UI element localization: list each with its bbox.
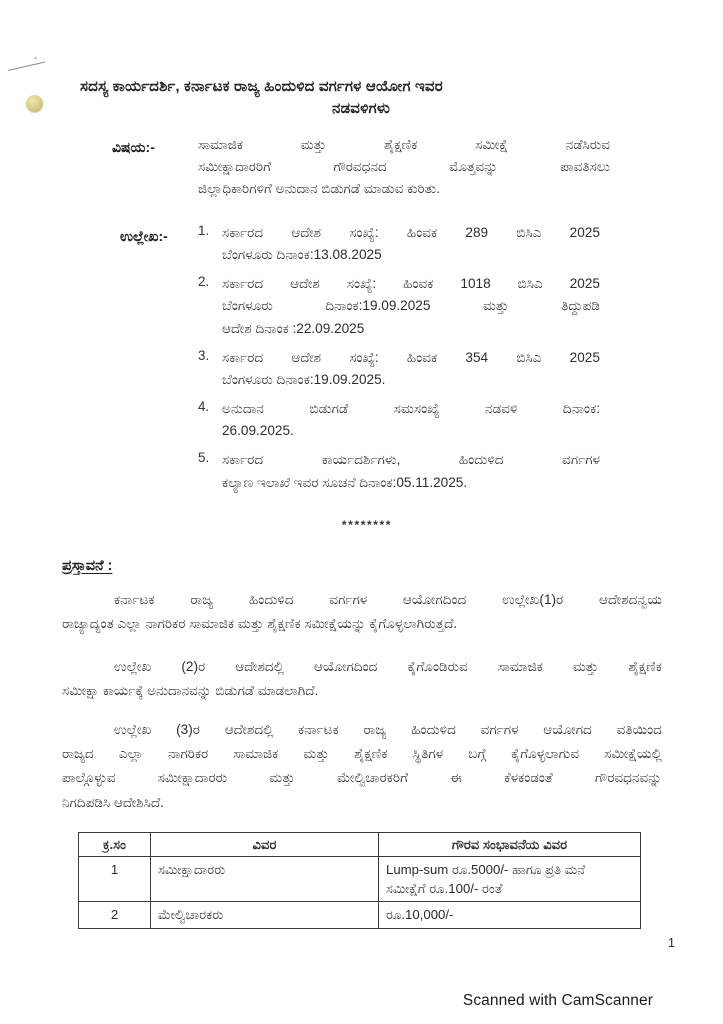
table-row [79, 857, 641, 902]
para-word: ಕೆಳಕಂಡಂತೆ [504, 770, 553, 786]
para-word: ಉಲ್ಲೇಖ [114, 722, 152, 737]
subject-line-1 [198, 134, 610, 156]
page-number: 1 [668, 936, 675, 950]
references-section [112, 222, 622, 501]
ref-word: ದಿನಾಂಕ: [562, 401, 600, 417]
para-word: ಮತ್ತು [572, 659, 599, 674]
paragraph-line: ನಿಗದಿಪಡಿಸಿ ಆದೇಶಿಸಿದೆ. [62, 794, 164, 810]
paragraph-line [62, 718, 662, 742]
subject-word: ಪಾವತಿಸಲು [560, 159, 610, 175]
reference-line-2: ಬೆಂಗಳೂರು ದಿನಾಂಕ:13.08.2025 [222, 247, 382, 263]
ref-word: ಬಿಸಿಎ [516, 349, 542, 365]
camscanner-watermark: Scanned with CamScanner [462, 992, 653, 1009]
cell-description: ಸಮೀಕ್ಷಾದಾರರು [151, 857, 379, 902]
para-word: ಸ್ಥಿತಿಗಳ [412, 746, 444, 762]
reference-number: 3. [198, 347, 210, 363]
subject-label: ವಿಷಯ:- [112, 139, 155, 155]
para-word: ಮತ್ತು [303, 746, 330, 762]
ref-word: ಆದೇಶ [291, 349, 322, 365]
cell-honorarium: ರೂ.10,000/- [379, 902, 641, 928]
ref-word: ಹಿಂವಕ [403, 276, 434, 292]
reference-number: 4. [198, 399, 210, 415]
ref-word: ನಡವಳಿ [485, 401, 518, 417]
para-word: ಸಾಮಾಜಿಕ [497, 659, 543, 674]
pen-stroke-artifact [8, 61, 45, 71]
subject-word: ಸಮೀಕ್ಷಾದಾರರಿಗೆ [198, 159, 271, 175]
para-word: ಆದೇಶದನ್ವಯ [598, 592, 662, 607]
ref-word: ಸರ್ಕಾರದ [222, 349, 264, 365]
subject-word: ಸಮೀಕ್ಷೆ [475, 137, 509, 152]
para-word: ಉಲ್ಲೇಖ [114, 659, 152, 674]
para-word: ಈ [450, 770, 462, 786]
table-header-row [79, 833, 641, 857]
ref-word: ಸಮಸಂಖ್ಯೆ [393, 401, 440, 417]
subject-word: ಮೊತ್ತವನ್ನು [449, 159, 498, 175]
reference-line-1 [222, 222, 600, 244]
reference-line-2 [222, 295, 600, 317]
reference-line-1 [222, 449, 600, 471]
paragraph-line [62, 655, 662, 679]
references-list [198, 222, 600, 494]
column-header-honorarium: ಗೌರವ ಸಂಭಾವನೆಯ ವಿವರ [379, 833, 641, 857]
honorarium-line-1: Lump-sum ರೂ.5000/- ಹಾಗೂ ಪ್ರತಿ ಮನೆ [386, 862, 586, 878]
ref-word: ವರ್ಗಗಳ [562, 452, 600, 468]
ref-word: ಮತ್ತು [482, 298, 509, 314]
reference-line-1 [222, 273, 600, 295]
preamble-paragraph-3 [62, 718, 662, 815]
preamble-paragraph-1 [62, 588, 662, 636]
para-word: (2)ರ [181, 659, 206, 674]
paper-punch-dot-artifact [26, 95, 43, 112]
list-item [198, 347, 600, 391]
para-word: ಕರ್ನಾಟಕ [114, 592, 155, 607]
subject-word: ಸಾಮಾಜಿಕ [198, 137, 243, 152]
para-word: ಮತ್ತು [269, 770, 295, 786]
list-item [198, 449, 600, 493]
ref-word: ಸರ್ಕಾರದ [222, 225, 264, 240]
para-word: ಸಮೀಕ್ಷೆಯಲ್ಲಿ [604, 746, 662, 762]
subject-word: ಮತ್ತು [300, 137, 327, 152]
para-word: (3)ರ [176, 722, 200, 737]
para-word: ಕೈಗೊಳ್ಳಲಾಗುವ [511, 746, 580, 762]
preamble-heading: ಪ್ರಸ್ತಾವನೆ : [62, 558, 113, 574]
subject-word: ನಡೆಸಿರುವ [565, 137, 610, 152]
para-word: ಸಾಮಾಜಿಕ [233, 746, 279, 762]
list-item [198, 222, 600, 266]
para-word: ಉಲ್ಲೇಖ(1)ರ [502, 592, 564, 607]
ref-word: 2025 [569, 349, 600, 365]
cell-honorarium [379, 857, 641, 902]
para-word: ರಾಜ್ಯದ [62, 746, 94, 762]
para-word: ವರ್ಗಗಳ [480, 722, 519, 737]
reference-number: 1. [198, 223, 210, 238]
reference-number: 2. [198, 274, 210, 290]
page-title [78, 76, 644, 119]
paragraph-line [62, 766, 662, 790]
ref-word: ಬಿಸಿಎ [516, 225, 542, 240]
para-word: ಮೇಲ್ವಿಚಾರಕರಿಗೆ [337, 770, 408, 786]
column-header-description: ವಿವರ [151, 833, 379, 857]
ref-word: 2025 [569, 276, 600, 292]
para-word: ಕರ್ನಾಟಕ [298, 722, 339, 737]
ref-word: 289 [465, 225, 489, 240]
para-word: ನಾಗರಿಕರ [167, 746, 209, 762]
para-word: ಸಮೀಕ್ಷಾದಾರರು [157, 770, 228, 786]
para-word: ಹಿಂದುಳಿದ [411, 722, 456, 737]
ref-word: ಸಂಖ್ಯೆ: [349, 225, 379, 240]
ref-word: ಸಂಖ್ಯೆ: [346, 276, 377, 292]
cell-sl-no: 1 [79, 857, 151, 902]
reference-line-3: ಆದೇಶ ದಿನಾಂಕ :22.09.2025 [222, 320, 365, 336]
ref-word: ಹಿಂವಕ [406, 349, 438, 365]
paragraph-line: ರಾಜ್ಯಾದ್ಯಂತ ಎಲ್ಲಾ ನಾಗರಿಕರ ಸಾಮಾಜಿಕ ಮತ್ತು ಶೈಕ್ಷಣಿಕ ಸಮೀಕ್ಷೆಯನ್ನು ಕೈಗೊಳ್ಳಲಾಗಿರುತ್ತದೆ. [62, 616, 458, 632]
table-row [79, 902, 641, 928]
para-word: ಆದೇಶದಲ್ಲಿ [235, 659, 284, 674]
honorarium-line-2: ಸಮೀಕ್ಷೆಗೆ ರೂ.100/- ರಂತೆ [386, 881, 503, 897]
para-word: ಆಯೋಗದಿಂದ [402, 592, 467, 607]
ref-word: ಬಿಸಿಎ [517, 276, 543, 292]
section-separator: ******** [341, 518, 393, 532]
para-word: ಶೈಕ್ಷಣಿಕ [628, 659, 662, 674]
reference-line-2: ಬೆಂಗಳೂರು ದಿನಾಂಕ:19.09.2025. [222, 371, 386, 387]
subject-word: ಶೈಕ್ಷಣಿಕ [384, 137, 418, 152]
para-word: ವತಿಯಿಂದ [616, 722, 662, 737]
paragraph-line [62, 588, 662, 612]
ref-word: ಸರ್ಕಾರದ [222, 452, 264, 468]
ref-word: ಹಿಂದುಳಿದ [458, 452, 504, 468]
cell-description: ಮೇಲ್ವಿಚಾರಕರು [151, 902, 379, 928]
para-word: ಎಲ್ಲಾ [118, 746, 143, 762]
subject-word: ಗೌರವಧನದ [333, 159, 387, 175]
ref-word: ಸರ್ಕಾರದ [222, 276, 264, 292]
subject-section [112, 134, 612, 200]
ref-word: 1018 [460, 276, 491, 292]
para-word: ಆಯೋಗದಿಂದ [314, 659, 378, 674]
para-word: ಪಾಲ್ಗೊಳ್ಳುವ [62, 770, 116, 786]
ref-word: ಸಂಖ್ಯೆ: [349, 349, 379, 365]
para-word: ಆಯೋಗದ [543, 722, 592, 737]
ref-word: ಆದೇಶ [291, 225, 322, 240]
title-line-2: ನಡವಳಿಗಳು [331, 99, 391, 117]
reference-number: 5. [198, 450, 210, 466]
preamble-paragraph-2 [62, 655, 662, 703]
paragraph-line [62, 742, 662, 766]
ref-word: ಕಾರ್ಯದರ್ಶಿಗಳು, [321, 452, 401, 468]
subject-body [198, 134, 610, 200]
ref-word: ತಿದ್ದುಪಡಿ [561, 298, 600, 314]
para-word: ಕೈಗೊಂಡಿರುವ [407, 659, 468, 674]
ref-word: 354 [465, 349, 489, 365]
ref-word: 2025 [569, 225, 600, 240]
column-header-sl-no: ಕ್ರ.ಸಂ [79, 833, 151, 857]
reference-line-2: ಕಲ್ಯಾಣ ಇಲಾಖೆ ಇವರ ಸೂಚನೆ ದಿನಾಂಕ:05.11.2025. [222, 474, 468, 490]
para-word: ಆದೇಶದಲ್ಲಿ [224, 722, 274, 737]
honorarium-table-wrapper [78, 832, 640, 929]
ref-word: ಹಿಂವಕ [406, 225, 438, 240]
para-word: ಹಿಂದುಳಿದ [248, 592, 294, 607]
list-item [198, 398, 600, 442]
para-word: ರಾಜ್ಯ [190, 592, 214, 607]
ref-word: ಆದೇಶ [290, 276, 320, 292]
ref-word: ಬಿಡುಗಡೆ [309, 401, 349, 417]
para-word: ಬಗ್ಗೆ [468, 746, 487, 762]
para-word: ರಾಜ್ಯ [363, 722, 387, 737]
ref-word: ಅನುದಾನ [222, 401, 264, 417]
title-line-1: ಸದಸ್ಯ ಕಾರ್ಯದರ್ಶಿ, ಕರ್ನಾಟಕ ರಾಜ್ಯ ಹಿಂದುಳಿದ ವರ್ಗಗಳ ಆಯೋಗ ಇವರ [80, 78, 443, 95]
subject-line-2 [198, 156, 610, 178]
para-word: ಶೈಕ್ಷಣಿಕ [354, 746, 388, 762]
para-word: ಗೌರವಧನವನ್ನು [594, 770, 662, 786]
reference-line-2: 26.09.2025. [222, 423, 294, 439]
honorarium-table [78, 832, 641, 929]
cell-sl-no: 2 [79, 902, 151, 928]
para-word: ವರ್ಗಗಳ [329, 592, 368, 607]
list-item [198, 273, 600, 339]
ref-word: ದಿನಾಂಕ:19.09.2025 [325, 298, 431, 314]
subject-line-3: ಜಿಲ್ಲಾಧಿಕಾರಿಗಳಿಗೆ ಅನುದಾನ ಬಿಡುಗಡೆ ಮಾಡುವ ಕುರಿತು. [198, 181, 441, 197]
ref-word: ಬೆಂಗಳೂರು [222, 298, 273, 314]
reference-line-1 [222, 347, 600, 369]
paragraph-line: ಸಮೀಕ್ಷಾ ಕಾರ್ಯಕ್ಕೆ ಅನುದಾನವನ್ನು ಬಿಡುಗಡೆ ಮಾಡಲಾಗಿದೆ. [62, 683, 319, 699]
references-label: ಉಲ್ಲೇಖ:- [120, 228, 168, 244]
reference-line-1 [222, 398, 600, 420]
